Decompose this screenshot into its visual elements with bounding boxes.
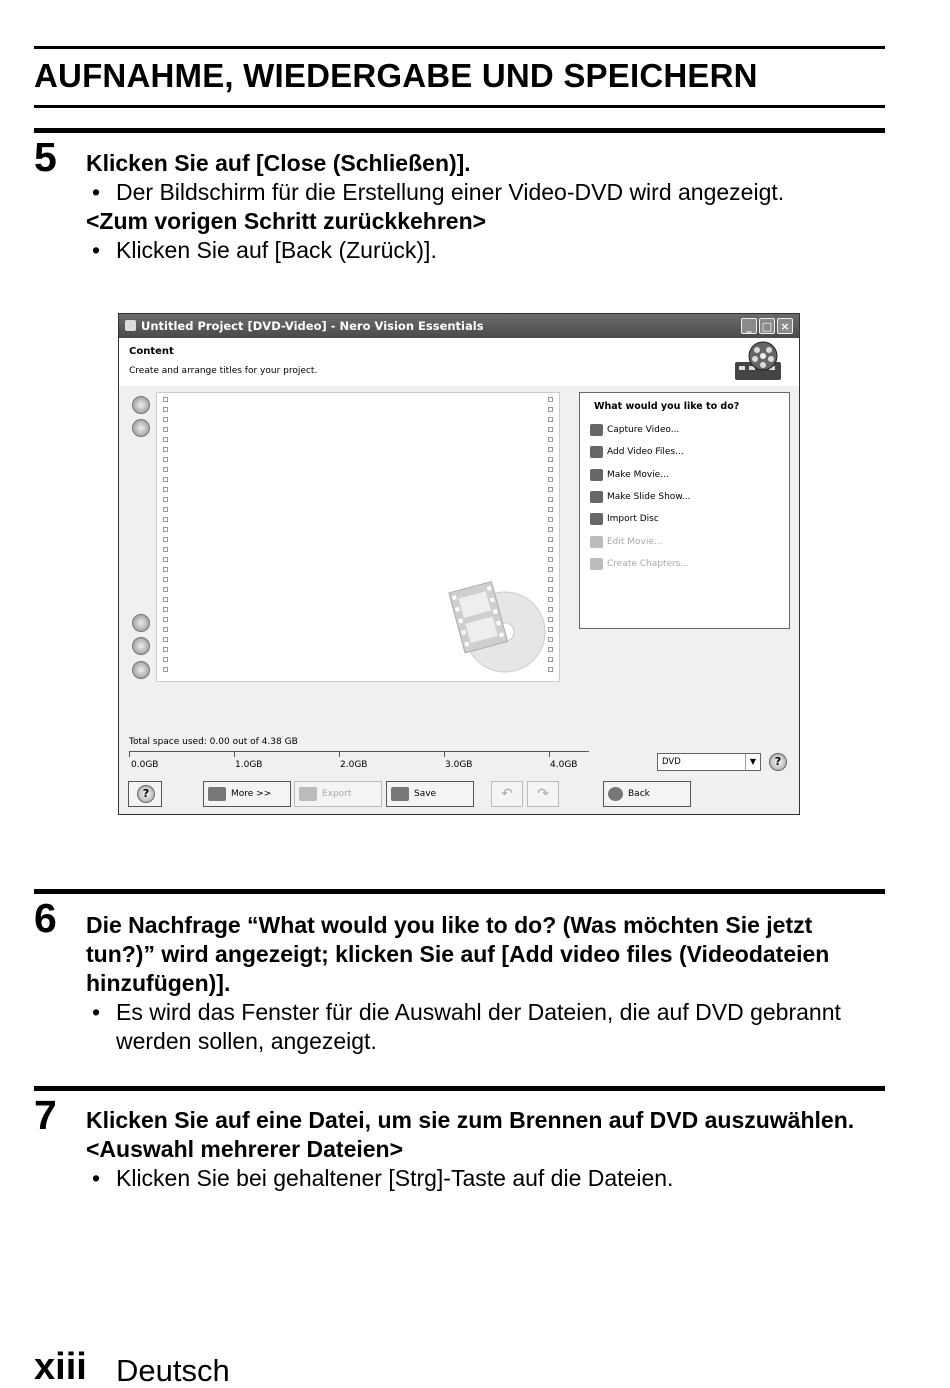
- bullet-dot: •: [92, 1165, 101, 1191]
- help-icon: ?: [137, 785, 155, 803]
- step-5-number: 5: [34, 134, 57, 180]
- step-5-title: Klicken Sie auf [Close (Schließen)].: [86, 150, 471, 176]
- film-reel-icon: [731, 340, 789, 384]
- app-icon: [125, 320, 136, 331]
- edit-title-button[interactable]: [132, 614, 150, 632]
- more-label: More >>: [231, 789, 272, 799]
- save-label: Save: [414, 789, 437, 799]
- disc-icon: [590, 513, 603, 525]
- move-up-button[interactable]: [132, 396, 150, 414]
- action-label: Create Chapters...: [607, 559, 690, 569]
- make-movie-link[interactable]: [590, 468, 669, 482]
- slideshow-icon: [590, 491, 603, 503]
- chapters-icon: [590, 558, 603, 570]
- actions-panel: [579, 392, 790, 629]
- scale-tick: 4.0GB: [550, 760, 578, 770]
- space-used-label: Total space used: 0.00 out of 4.38 GB: [129, 737, 298, 747]
- movie-icon: [590, 469, 603, 481]
- disc-type-select[interactable]: [657, 753, 761, 771]
- step-5-body: [86, 149, 886, 265]
- action-label: Capture Video...: [607, 425, 680, 435]
- top-rule: [34, 46, 885, 49]
- step-7-title: Klicken Sie auf eine Datei, um sie zum Brennen auf DVD auszuwählen.: [86, 1107, 855, 1133]
- bullet-dot: •: [92, 237, 101, 263]
- step-5-rule: [34, 128, 885, 133]
- step-7-bullet-1-text: Klicken Sie bei gehaltener [Strg]-Taste auf die Dateien.: [116, 1165, 674, 1191]
- step-6-number: 6: [34, 895, 57, 941]
- move-down-button[interactable]: [132, 419, 150, 437]
- back-icon: [608, 787, 623, 801]
- dvd-watermark-icon: [447, 574, 547, 674]
- minimize-icon[interactable]: _: [741, 318, 757, 334]
- step-5-bullet-1-text: Der Bildschirm für die Erstellung einer Video-DVD wird angezeigt.: [116, 179, 785, 205]
- right-perforation: [548, 397, 554, 677]
- back-button[interactable]: [603, 781, 691, 807]
- step-7-body: [86, 1106, 886, 1193]
- header-subtitle: Create and arrange titles for your project.: [129, 366, 318, 376]
- maximize-icon[interactable]: □: [759, 318, 775, 334]
- edit-movie-icon: [590, 536, 603, 548]
- bullet-dot: •: [92, 179, 101, 205]
- export-icon: [299, 787, 317, 801]
- undo-button: ↶: [491, 781, 523, 807]
- capture-video-link[interactable]: [590, 423, 679, 437]
- properties-button[interactable]: [132, 661, 150, 679]
- more-icon: [208, 787, 226, 801]
- disc-type-value: DVD: [662, 757, 681, 767]
- step-7-subheading: <Auswahl mehrerer Dateien>: [86, 1136, 404, 1162]
- disc-help-icon[interactable]: ?: [769, 753, 787, 771]
- save-icon: [391, 787, 409, 801]
- header-title: Content: [129, 346, 174, 357]
- edit-movie-link: [590, 535, 663, 549]
- camera-icon: [590, 424, 603, 436]
- chevron-down-icon: ▼: [745, 754, 760, 770]
- scale-tick: 2.0GB: [340, 760, 368, 770]
- export-label: Export: [322, 789, 352, 799]
- delete-title-button[interactable]: [132, 637, 150, 655]
- step-6-body: [86, 911, 886, 1056]
- help-button[interactable]: [128, 781, 162, 807]
- action-label: Make Slide Show...: [607, 492, 691, 502]
- redo-button: ↷: [527, 781, 559, 807]
- back-label: Back: [628, 789, 650, 799]
- window-title: Untitled Project [DVD-Video] - Nero Vision Essentials: [141, 319, 484, 333]
- save-button[interactable]: [386, 781, 474, 807]
- add-video-files-link[interactable]: [590, 445, 684, 459]
- step-5-bullet-2: [86, 236, 886, 265]
- film-add-icon: [590, 446, 603, 458]
- step-7-rule: [34, 1086, 885, 1091]
- step-6-bullet-1-text: Es wird das Fenster für die Auswahl der Dateien, die auf DVD gebrannt werden sollen, angezeigt.: [116, 999, 841, 1054]
- action-label: Edit Movie...: [607, 537, 663, 547]
- export-button: [294, 781, 382, 807]
- left-perforation: [163, 397, 169, 677]
- bullet-dot: •: [92, 999, 101, 1025]
- step-5-bullet-2-text: Klicken Sie auf [Back (Zurück)].: [116, 237, 437, 263]
- step-5-bullet-1: [86, 178, 886, 207]
- content-header: [119, 338, 799, 386]
- panel-title: What would you like to do?: [594, 401, 740, 412]
- scale-tick: 1.0GB: [235, 760, 263, 770]
- step-5-subheading: <Zum vorigen Schritt zurückkehren>: [86, 208, 487, 234]
- page-language: Deutsch: [116, 1353, 230, 1388]
- step-6-title: Die Nachfrage “What would you like to do? (Was möchten Sie jetzt tun?)” wird angezeigt; klicken Sie auf [Add video files (Videodateien hinzufügen)].: [86, 912, 830, 996]
- step-7-bullet-1: [86, 1164, 886, 1193]
- step-6-bullet-1: [86, 998, 886, 1056]
- step-7-number: 7: [34, 1092, 57, 1138]
- action-label: Add Video Files...: [607, 447, 684, 457]
- nero-vision-window: [118, 313, 800, 815]
- action-label: Make Movie...: [607, 470, 669, 480]
- scale-tick: 3.0GB: [445, 760, 473, 770]
- more-button[interactable]: [203, 781, 291, 807]
- create-chapters-link: [590, 557, 689, 571]
- action-label: Import Disc: [607, 514, 659, 524]
- disc-capacity-scale: [129, 751, 589, 774]
- make-slide-show-link[interactable]: [590, 490, 690, 504]
- step-6-rule: [34, 889, 885, 894]
- scale-tick: 0.0GB: [131, 760, 159, 770]
- page-heading: AUFNAHME, WIEDERGABE UND SPEICHERN: [34, 57, 758, 94]
- close-icon[interactable]: ×: [777, 318, 793, 334]
- page-number: xiii: [34, 1346, 87, 1388]
- window-titlebar: [119, 314, 799, 338]
- heading-rule: [34, 105, 885, 108]
- import-disc-link[interactable]: [590, 512, 659, 526]
